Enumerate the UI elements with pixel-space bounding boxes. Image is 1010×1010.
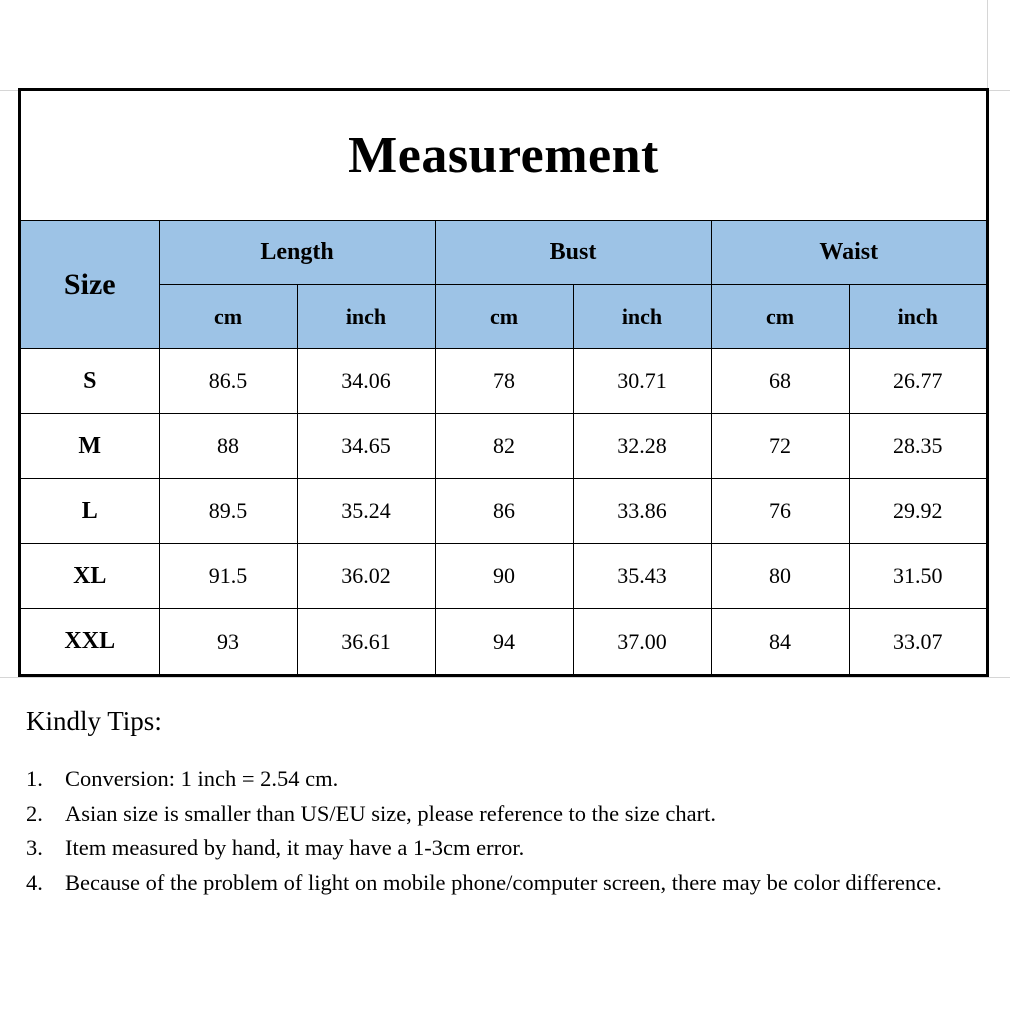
unit-header: cm [711, 285, 849, 349]
tip-item [26, 831, 986, 866]
unit-header: cm [159, 285, 297, 349]
value-cell: 76 [711, 479, 849, 544]
value-cell: 36.02 [297, 544, 435, 609]
group-header-waist: Waist [711, 221, 986, 285]
value-cell: 30.71 [573, 349, 711, 414]
value-cell: 35.43 [573, 544, 711, 609]
tip-text: Conversion: 1 inch = 2.54 cm. [65, 766, 339, 791]
unit-header: inch [297, 285, 435, 349]
measurement-table [21, 91, 986, 674]
tip-number: 2. [26, 800, 43, 826]
table-row [21, 479, 986, 544]
value-cell: 37.00 [573, 609, 711, 674]
size-cell: S [21, 349, 159, 414]
value-cell: 32.28 [573, 414, 711, 479]
table-row [21, 544, 986, 609]
size-chart-table [18, 88, 989, 677]
tip-text: Asian size is smaller than US/EU size, please reference to the size chart. [65, 800, 716, 826]
size-header: Size [21, 221, 159, 349]
value-cell: 34.06 [297, 349, 435, 414]
size-cell: L [21, 479, 159, 544]
table-row [21, 414, 986, 479]
value-cell: 90 [435, 544, 573, 609]
guide-line-bottom [0, 677, 1010, 678]
value-cell: 84 [711, 609, 849, 674]
tip-number: 4. [26, 869, 43, 895]
tips-list [26, 762, 986, 900]
size-cell: M [21, 414, 159, 479]
unit-header: cm [435, 285, 573, 349]
unit-header: inch [573, 285, 711, 349]
tip-item [26, 866, 986, 901]
tip-number: 1. [26, 766, 43, 791]
tip-number: 3. [26, 835, 43, 860]
table-title: Measurement [21, 91, 986, 221]
value-cell: 86 [435, 479, 573, 544]
value-cell: 28.35 [849, 414, 986, 479]
size-cell: XXL [21, 609, 159, 674]
tip-text: Item measured by hand, it may have a 1-3cm error. [65, 835, 525, 860]
value-cell: 93 [159, 609, 297, 674]
value-cell: 82 [435, 414, 573, 479]
unit-header: inch [849, 285, 986, 349]
guide-line-right [987, 0, 988, 90]
tip-item [26, 762, 986, 797]
value-cell: 35.24 [297, 479, 435, 544]
table-row [21, 349, 986, 414]
tip-item [26, 797, 986, 832]
value-cell: 94 [435, 609, 573, 674]
value-cell: 80 [711, 544, 849, 609]
group-header-bust: Bust [435, 221, 711, 285]
value-cell: 36.61 [297, 609, 435, 674]
group-header-length: Length [159, 221, 435, 285]
tips-heading: Kindly Tips: [26, 706, 162, 736]
value-cell: 78 [435, 349, 573, 414]
value-cell: 91.5 [159, 544, 297, 609]
value-cell: 89.5 [159, 479, 297, 544]
value-cell: 33.07 [849, 609, 986, 674]
value-cell: 33.86 [573, 479, 711, 544]
value-cell: 31.50 [849, 544, 986, 609]
value-cell: 86.5 [159, 349, 297, 414]
value-cell: 88 [159, 414, 297, 479]
size-cell: XL [21, 544, 159, 609]
tip-text: Because of the problem of light on mobile phone/computer screen, there may be color difference. [65, 869, 942, 895]
value-cell: 72 [711, 414, 849, 479]
table-row [21, 609, 986, 674]
value-cell: 26.77 [849, 349, 986, 414]
value-cell: 68 [711, 349, 849, 414]
value-cell: 29.92 [849, 479, 986, 544]
value-cell: 34.65 [297, 414, 435, 479]
